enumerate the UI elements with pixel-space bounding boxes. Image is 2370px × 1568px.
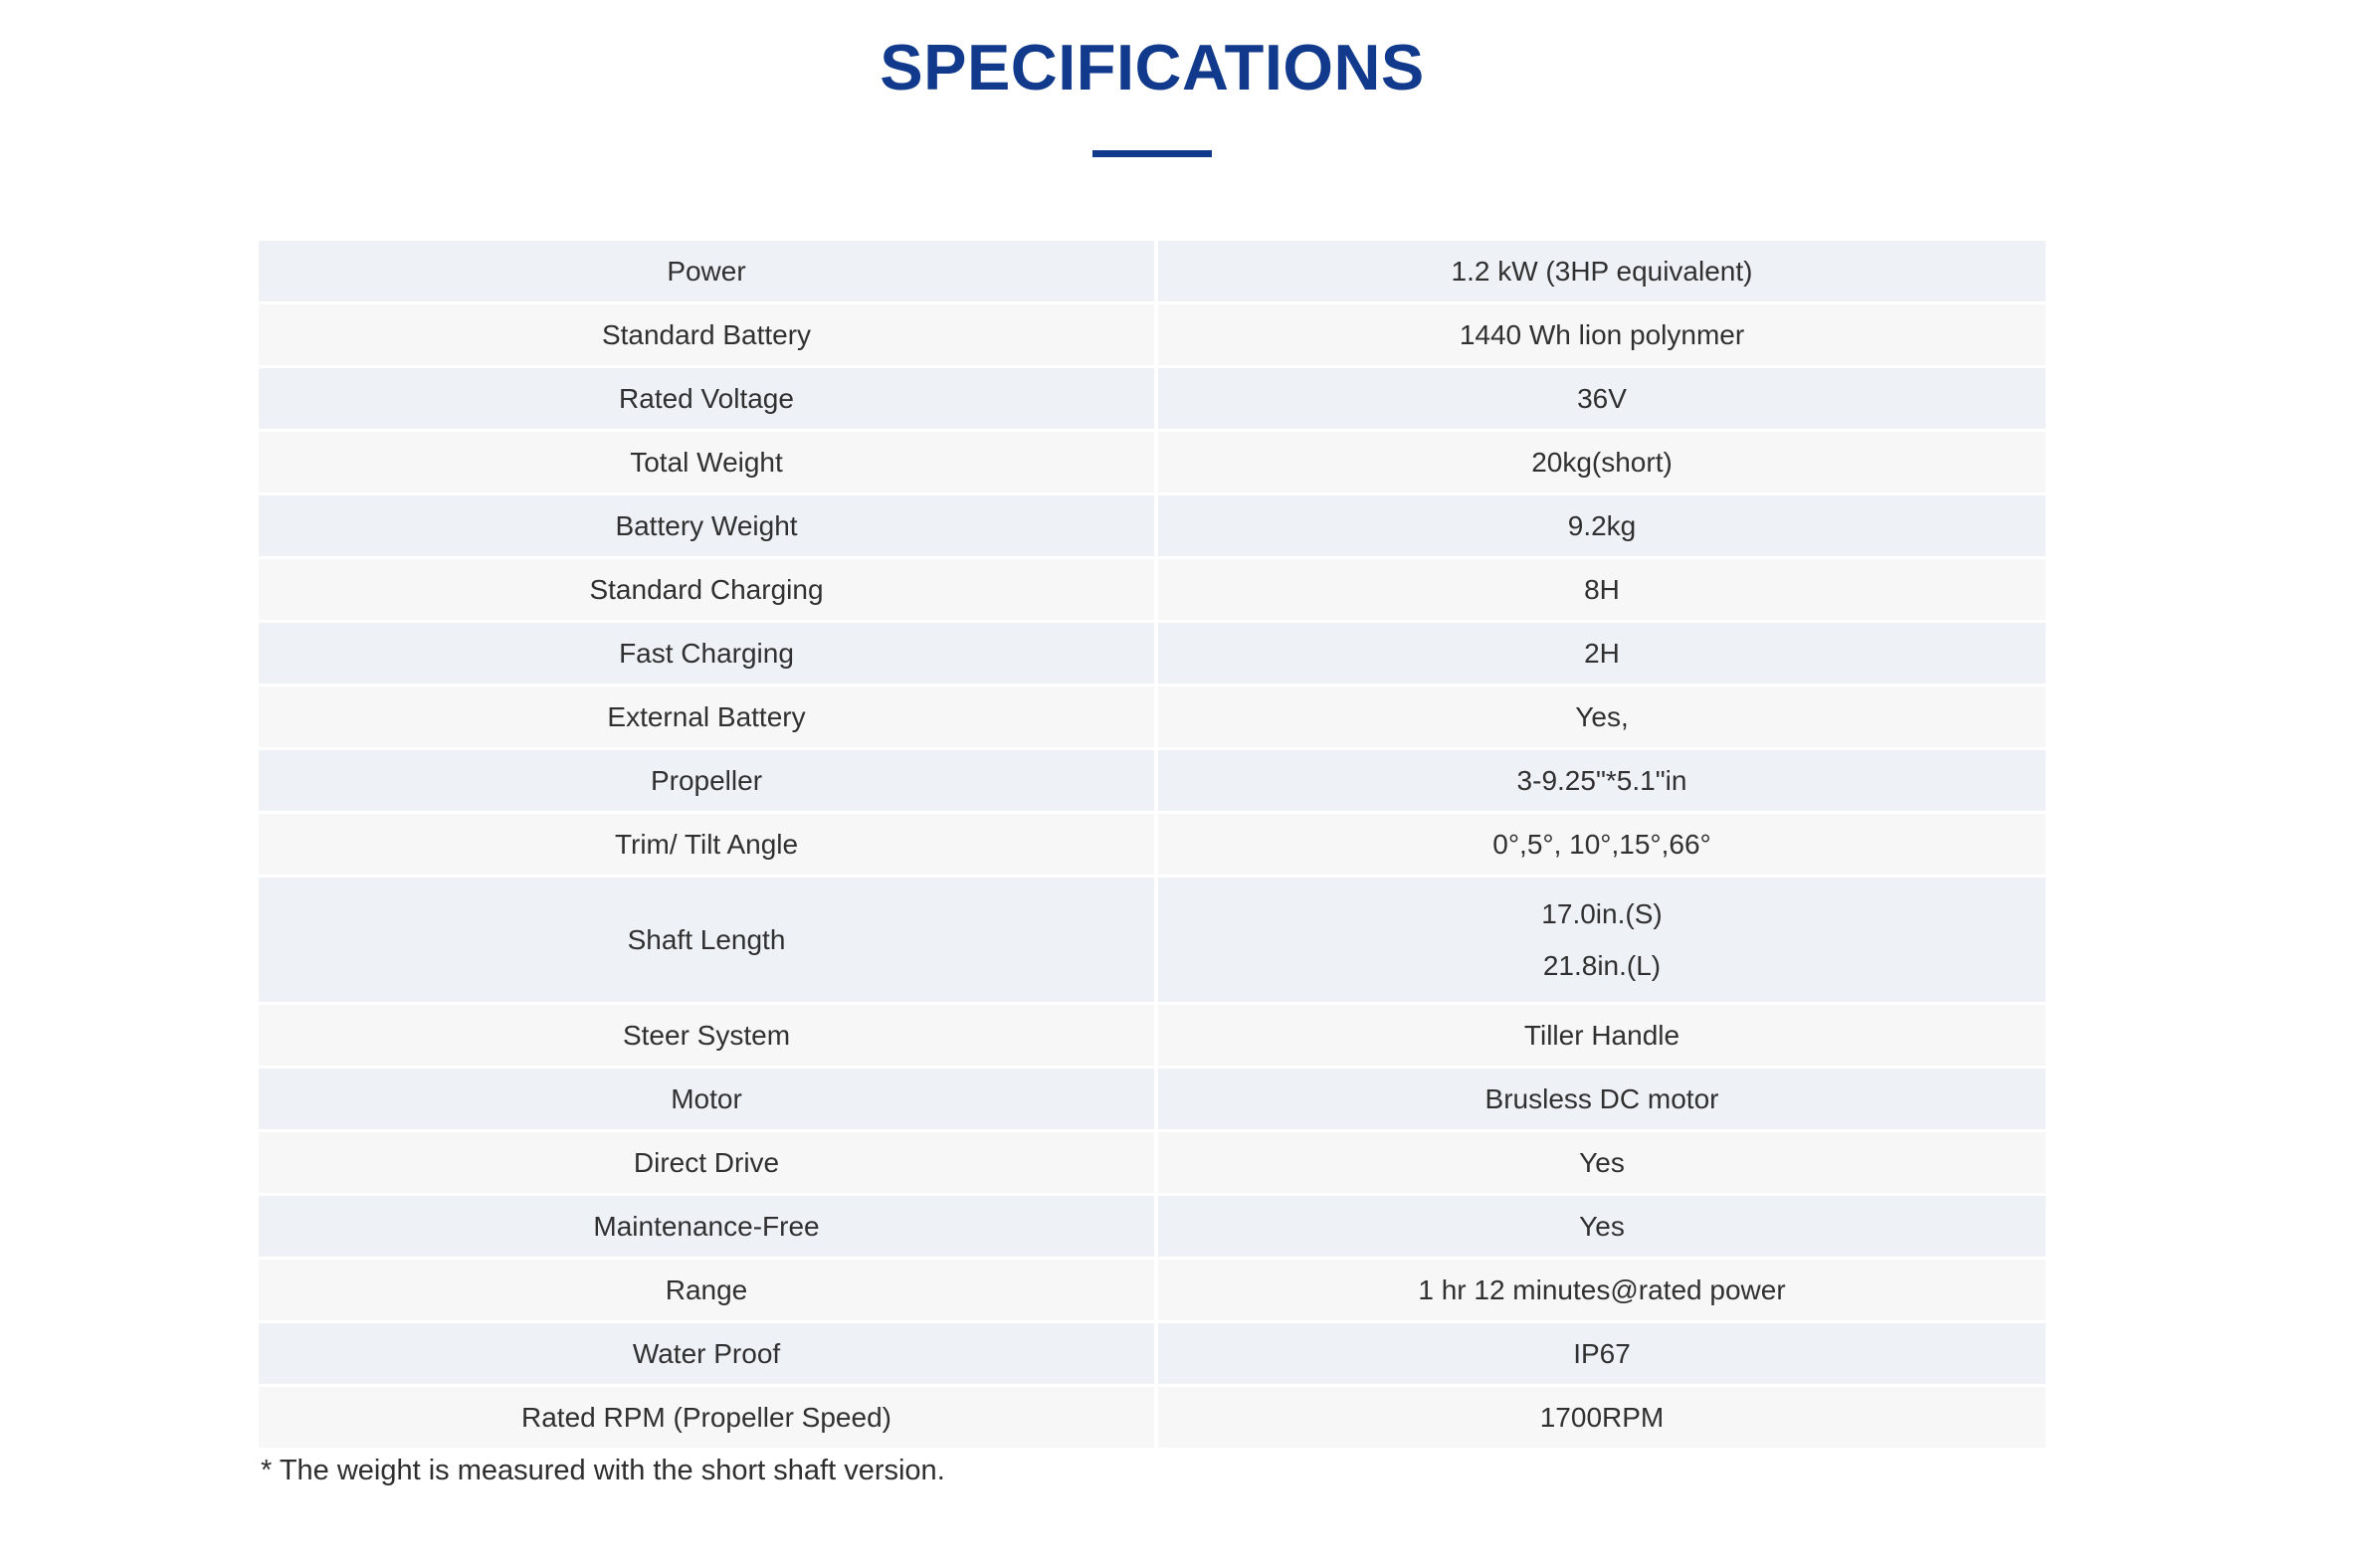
spec-label: Total Weight (259, 432, 1154, 492)
spec-value: Yes (1158, 1132, 2046, 1193)
page-title: SPECIFICATIONS (880, 31, 1425, 103)
spec-value: 8H (1158, 559, 2046, 620)
spec-label: Steer System (259, 1005, 1154, 1066)
table-row (259, 1132, 2046, 1193)
spec-label: Rated Voltage (259, 368, 1154, 429)
spec-value: Yes (1158, 1196, 2046, 1257)
table-row (259, 1069, 2046, 1129)
spec-value: 0°,5°, 10°,15°,66° (1158, 814, 2046, 875)
spec-label: Direct Drive (259, 1132, 1154, 1193)
specifications-section (259, 30, 2046, 1487)
table-row (259, 623, 2046, 684)
table-row (259, 878, 2046, 1002)
spec-value: 1.2 kW (3HP equivalent) (1158, 241, 2046, 301)
table-row (259, 368, 2046, 429)
spec-label: Standard Charging (259, 559, 1154, 620)
spec-value: Yes, (1158, 686, 2046, 747)
spec-value: 17.0in.(S) 21.8in.(L) (1158, 878, 2046, 1002)
spec-value: 9.2kg (1158, 495, 2046, 556)
spec-value: 20kg(short) (1158, 432, 2046, 492)
table-row (259, 495, 2046, 556)
spec-label: External Battery (259, 686, 1154, 747)
table-row (259, 686, 2046, 747)
table-row (259, 432, 2046, 492)
footnote: * The weight is measured with the short shaft version. (261, 1455, 945, 1486)
table-row (259, 814, 2046, 875)
spec-label: Maintenance-Free (259, 1196, 1154, 1257)
spec-label: Standard Battery (259, 304, 1154, 365)
spec-value: 1 hr 12 minutes@rated power (1158, 1260, 2046, 1320)
spec-value: Tiller Handle (1158, 1005, 2046, 1066)
table-row (259, 304, 2046, 365)
spec-label: Propeller (259, 750, 1154, 811)
table-row (259, 1260, 2046, 1320)
table-row (259, 1323, 2046, 1384)
spec-value: 1440 Wh lion polynmer (1158, 304, 2046, 365)
spec-label: Trim/ Tilt Angle (259, 814, 1154, 875)
spec-label: Rated RPM (Propeller Speed) (259, 1387, 1154, 1448)
spec-label: Motor (259, 1069, 1154, 1129)
spec-label: Water Proof (259, 1323, 1154, 1384)
spec-label: Range (259, 1260, 1154, 1320)
spec-label: Battery Weight (259, 495, 1154, 556)
spec-label: Shaft Length (259, 878, 1154, 1002)
spec-value: 1700RPM (1158, 1387, 2046, 1448)
table-row (259, 1387, 2046, 1448)
spec-value: Brusless DC motor (1158, 1069, 2046, 1129)
table-row (259, 559, 2046, 620)
spec-label: Power (259, 241, 1154, 301)
spec-value: 2H (1158, 623, 2046, 684)
title-underline-divider (1092, 150, 1212, 157)
table-row (259, 750, 2046, 811)
spec-table (259, 241, 2046, 1448)
table-row (259, 1005, 2046, 1066)
spec-value: 3-9.25"*5.1"in (1158, 750, 2046, 811)
spec-label: Fast Charging (259, 623, 1154, 684)
spec-value: 36V (1158, 368, 2046, 429)
spec-value: IP67 (1158, 1323, 2046, 1384)
table-row (259, 241, 2046, 301)
table-row (259, 1196, 2046, 1257)
